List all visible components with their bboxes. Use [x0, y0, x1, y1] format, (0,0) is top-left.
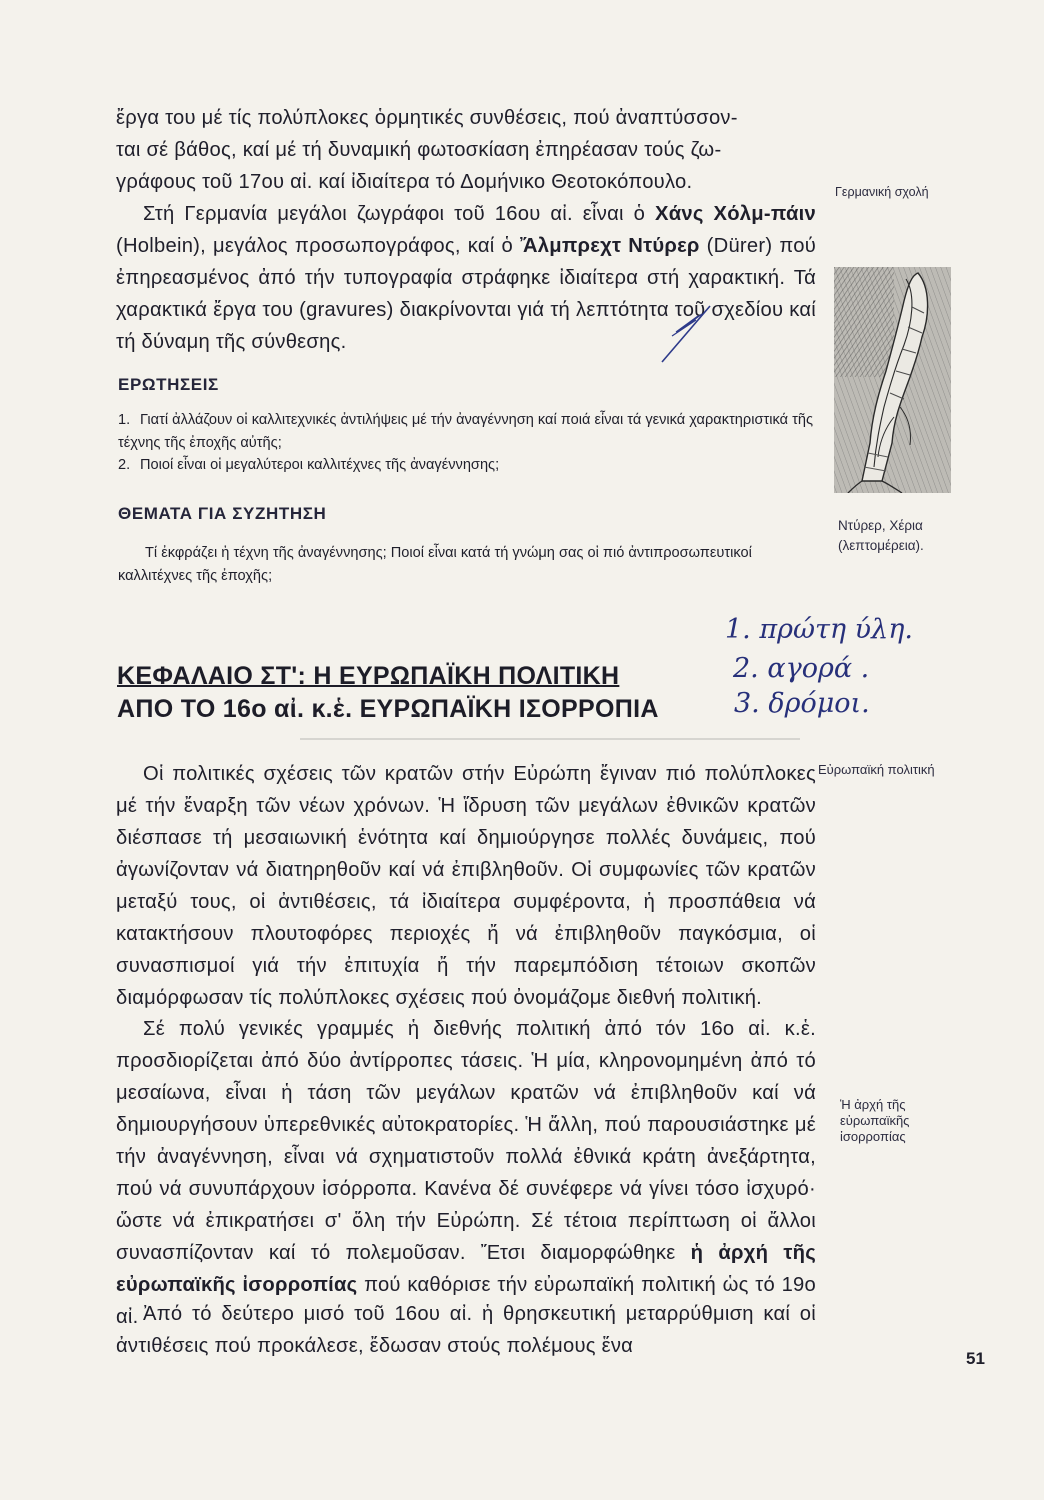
page-number: 51: [966, 1349, 985, 1368]
german-text-b: (Holbein), μεγάλος προσωπογράφος, καί ὁ: [116, 235, 520, 257]
discussion-heading: ΘΕΜΑΤΑ ΓΙΑ ΣΥΖΗΤΗΣΗ: [118, 504, 327, 523]
handwritten-note-2: 2. αγορά .: [733, 653, 870, 684]
politics-paragraph: Οἱ πολιτικές σχέσεις τῶν κρατῶν στήν Εὐρώπη ἔγιναν πιό πολύπλοκες μέ τήν ἔναρξη τῶν νέων χρόνων. Ἡ ἵδρυση τῶν μεγάλων ἐθνικῶν κρατῶν διέσπασε τή μεσαιωνική ἑνότητα καί δημιούργησε πολλές δυνάμεις, πού ἀγωνίζονταν νά διατηρηθοῦν καί νά ἐπιβληθοῦν. Οἱ συμφωνίες τῶν κρατῶν μεταξύ τους, οἱ ἀντιθέσεις, τά ἰδιαίτερα συμφέροντα, ἡ προσπάθεια νά κατακτήσουν πλουτοφόρες περιοχές ἤ νά ἐπιβληθοῦν παγκόσμια, οἱ συνασπισμοί γιά τήν ἐπιτυχία ἤ τήν παρεμπόδιση τέτοιων σκοπῶν διαμόρφωσαν τίς πολύπλοκες σχέσεις πού ὀνομάζομε διεθνή πολιτική.: [116, 763, 816, 1009]
balance-paragraph: [116, 1013, 816, 1333]
top-line-1: ἔργα του μέ τίς πολύπλοκες ὁρμητικές συνθέσεις, πού ἀναπτύσσον-: [116, 107, 738, 129]
questions-heading: ΕΡΩΤΗΣΕΙΣ: [118, 375, 219, 394]
politics-paragraph-block: [116, 758, 816, 1014]
balance-principle-term: ἡ ἀρχή τῆς εὐρωπαϊκῆς ἰσορροπίας: [116, 1242, 816, 1296]
chapter-title-line-1: ΚΕΦΑΛΑΙΟ ΣΤ': Η ΕΥΡΩΠΑΪΚΗ ΠΟΛΙΤΙΚΗ: [117, 662, 620, 690]
question-item: [118, 409, 818, 454]
holbein-name: Χάνς Χόλμ-πάιν: [655, 203, 816, 225]
question-text: Ποιοί εἶναι οἱ μεγαλύτεροι καλλιτέχνες τῆς ἀναγέννησης;: [140, 457, 500, 473]
handwritten-note-1: 1. πρώτη ύλη.: [725, 614, 913, 645]
balance-paragraph-block: [116, 1013, 816, 1333]
durer-caption: [838, 516, 924, 556]
question-number: 1.: [118, 412, 131, 428]
durer-caption-line-1: Ντύρερ, Χέρια: [838, 518, 923, 533]
top-line-2: ται σέ βάθος, καί μέ τή δυναμική φωτοσκίαση ἐπηρέασαν τούς ζω-: [116, 139, 722, 161]
pen-mark-icon: [650, 292, 730, 372]
discussion-section: [118, 504, 818, 587]
margin-note-balance-principle: Ἡ ἀρχή τῆς εὐρωπαϊκῆς ἰσορροπίας: [840, 1097, 910, 1144]
discussion-text: Τί ἐκφράζει ἡ τέχνη τῆς ἀναγέννησης; Ποιοί εἶναι κατά τή γνώμη σας οἱ πιό ἀντιπροσωπευτικοί καλλιτέχνες τῆς ἐποχῆς;: [118, 545, 752, 584]
chapter-heading: [117, 660, 737, 726]
durer-caption-line-2: (λεπτομέρεια).: [838, 538, 924, 553]
questions-section: [118, 375, 818, 477]
question-text: Γιατί ἀλλάζουν οἱ καλλιτεχνικές ἀντιλήψεις μέ τήν ἀναγέννηση καί ποιά εἶναι τά γενικά χαρακτηριστικά τῆς τέχνης τῆς ἐποχῆς αὐτῆς;: [118, 412, 813, 451]
margin-note-german-school: Γερμανική σχολή: [835, 185, 929, 199]
durer-name: Ἄλμπρεχτ Ντύρερ: [519, 235, 700, 257]
question-item: [118, 454, 818, 477]
margin-note-european-politics: Εὐρωπαϊκή πολιτική: [818, 762, 935, 777]
praying-hands-illustration: [834, 267, 951, 493]
reform-paragraph: Ἀπό τό δεύτερο μισό τοῦ 16ου αἰ. ἡ θρησκευτική μεταρρύθμιση καί οἱ ἀντιθέσεις πού προκάλεσε, ἔδωσαν στούς πολέμους ἕνα: [116, 1303, 816, 1357]
top-paragraph: [116, 102, 816, 198]
balance-text-b: πού καθόρισε τήν εὐρωπαϊκή πολιτική ὡς τό 19ο αἰ.: [116, 1274, 816, 1328]
german-text-a: Στή Γερμανία μεγάλοι ζωγράφοι τοῦ 16ου αἰ. εἶναι ὁ: [143, 203, 656, 225]
reform-paragraph-block: [116, 1298, 816, 1362]
chapter-title-line-2: ΑΠΟ ΤΟ 16ο αἰ. κ.ἑ. ΕΥΡΩΠΑΪΚΗ ΙΣΟΡΡΟΠΙΑ: [117, 695, 659, 723]
question-number: 2.: [118, 457, 131, 473]
balance-text-a: Σέ πολύ γενικές γραμμές ἡ διεθνής πολιτική ἀπό τόν 16ο αἰ. κ.ἑ. προσδιορίζεται ἀπό δύο ἀντίρροπες τάσεις. Ἡ μία, κληρονομημένη ἀπό τό μεσαίωνα, εἶναι ἡ τάση τῶν μεγάλων κρατῶν νά ἐπιβληθοῦν καί νά δημιουργήσουν ὑπερεθνικές αὐτοκρατορίες. Ἡ ἄλλη, πού παρουσιάστηκε μέ τήν ἀναγέννηση, εἶναι νά σχηματιστοῦν πολλά ἐθνικά κράτη ἀνεξάρτητα, πού νά συνυπάρχουν ἰσόρροπα. Κανένα δέ συνέφερε νά γίνει τόσο ἰσχυρό· ὥστε νά ἐπικρατήσει σ' ὅλη τήν Εὐρώπη. Σέ τέτοια περίπτωση οἱ ἄλλοι συνασπίζονταν καί τό πολεμοῦσαν. Ἔτσι διαμορφώθηκε: [116, 1018, 816, 1264]
top-line-3: γράφους τοῦ 17ου αἰ. καί ἰδιαίτερα τό Δομήνικο Θεοτοκόπουλο.: [116, 171, 693, 193]
german-text-c: (Dürer) πού ἐπηρεασμένος ἀπό τήν τυπογραφία στράφηκε ἰδιαίτερα στή χαρακτική. Τά χαρακτικά ἔργα του (gravures) διακρίνονται γιά τή λεπτότητα τοῦ σχεδίου καί τή δύναμη τῆς σύνθεσης.: [116, 235, 816, 353]
handwritten-note-3: 3. δρόμοι.: [734, 688, 870, 719]
divider-line: [300, 738, 800, 740]
